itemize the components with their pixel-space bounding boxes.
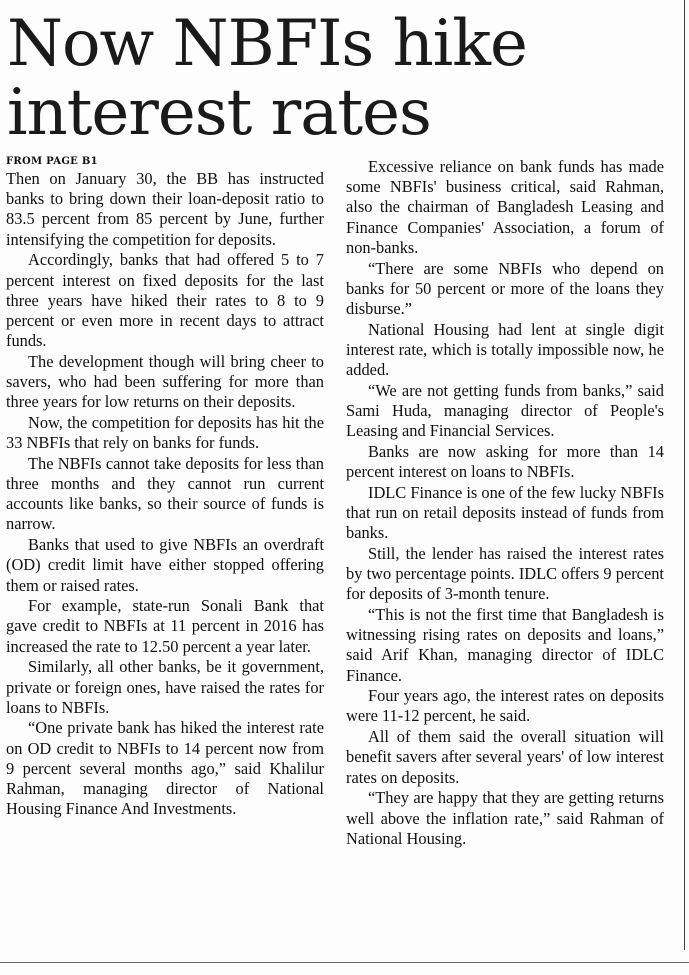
paragraph: Excessive reliance on bank funds has made some NBFIs' business critical, said Rahman, also the chairman of Bangladesh Leasing and Finance Companies' Association, a forum of non-banks. [346,157,664,257]
paragraph: Still, the lender has raised the interest rates by two percentage points. IDLC offers 9 percent for deposits of 3-month tenure. [346,543,664,604]
headline: Now NBFIs hike interest rates [7,7,527,150]
paragraph: Accordingly, banks that had offered 5 to 7 percent interest on fixed deposits for the last three years have hiked their rates to 8 to 9 percent or even more in recent days to attract funds. [6,250,324,351]
paragraph: Now, the competition for deposits has hit the 33 NBFIs that rely on banks for funds. [6,412,324,453]
paragraph: Four years ago, the interest rates on deposits were 11-12 percent, he said. [346,686,664,726]
bottom-rule [0,962,689,963]
paragraph: Banks that used to give NBFIs an overdraft (OD) credit limit have either stopped offering them or raised rates. [6,535,324,595]
paragraph: “This is not the first time that Bangladesh is witnessing rising rates on deposits and loans,” said Arif Khan, managing director of IDLC Finance. [346,604,664,685]
column-divider [684,0,685,950]
left-column [6,156,324,820]
paragraph: “We are not getting funds from banks,” said Sami Huda, managing director of People's Leasing and Financial Services. [346,380,664,441]
paragraph: For example, state-run Sonali Bank that gave credit to NBFIs at 11 percent in 2016 has increased the rate to 12.50 percent a year later. [6,596,324,656]
paragraph: “There are some NBFIs who depend on banks for 50 percent or more of the loans they disburse.” [346,258,664,318]
dateline: FROM PAGE B1 [6,156,98,167]
right-column [346,157,664,849]
paragraph: IDLC Finance is one of the few lucky NBFIs that run on retail deposits instead of funds from banks. [346,482,664,543]
paragraph: Then on January 30, the BB has instructed banks to bring down their loan-deposit ratio to 83.5 percent from 85 percent by June, further intensifying the competition for deposits. [6,169,324,249]
paragraph: Banks are now asking for more than 14 percent interest on loans to NBFIs. [346,441,664,482]
paragraph: All of them said the overall situation will benefit savers after several years' of low interest rates on deposits. [346,727,664,787]
paragraph: Similarly, all other banks, be it government, private or foreign ones, have raised the rates for loans to NBFIs. [6,657,324,717]
paragraph: National Housing had lent at single digit interest rate, which is totally impossible now, he added. [346,319,664,380]
paragraph: “They are happy that they are getting returns well above the inflation rate,” said Rahman of National Housing. [346,788,664,848]
paragraph: The NBFIs cannot take deposits for less than three months and they cannot run current accounts like banks, so their source of funds is narrow. [6,453,324,534]
paragraph: “One private bank has hiked the interest rate on OD credit to NBFIs to 14 percent now from 9 percent several months ago,” said Khalilur Rahman, managing director of National Housing Finance And Investments. [6,718,324,819]
paragraph: The development though will bring cheer to savers, who had been suffering for more than three years for low returns on their deposits. [6,351,324,412]
